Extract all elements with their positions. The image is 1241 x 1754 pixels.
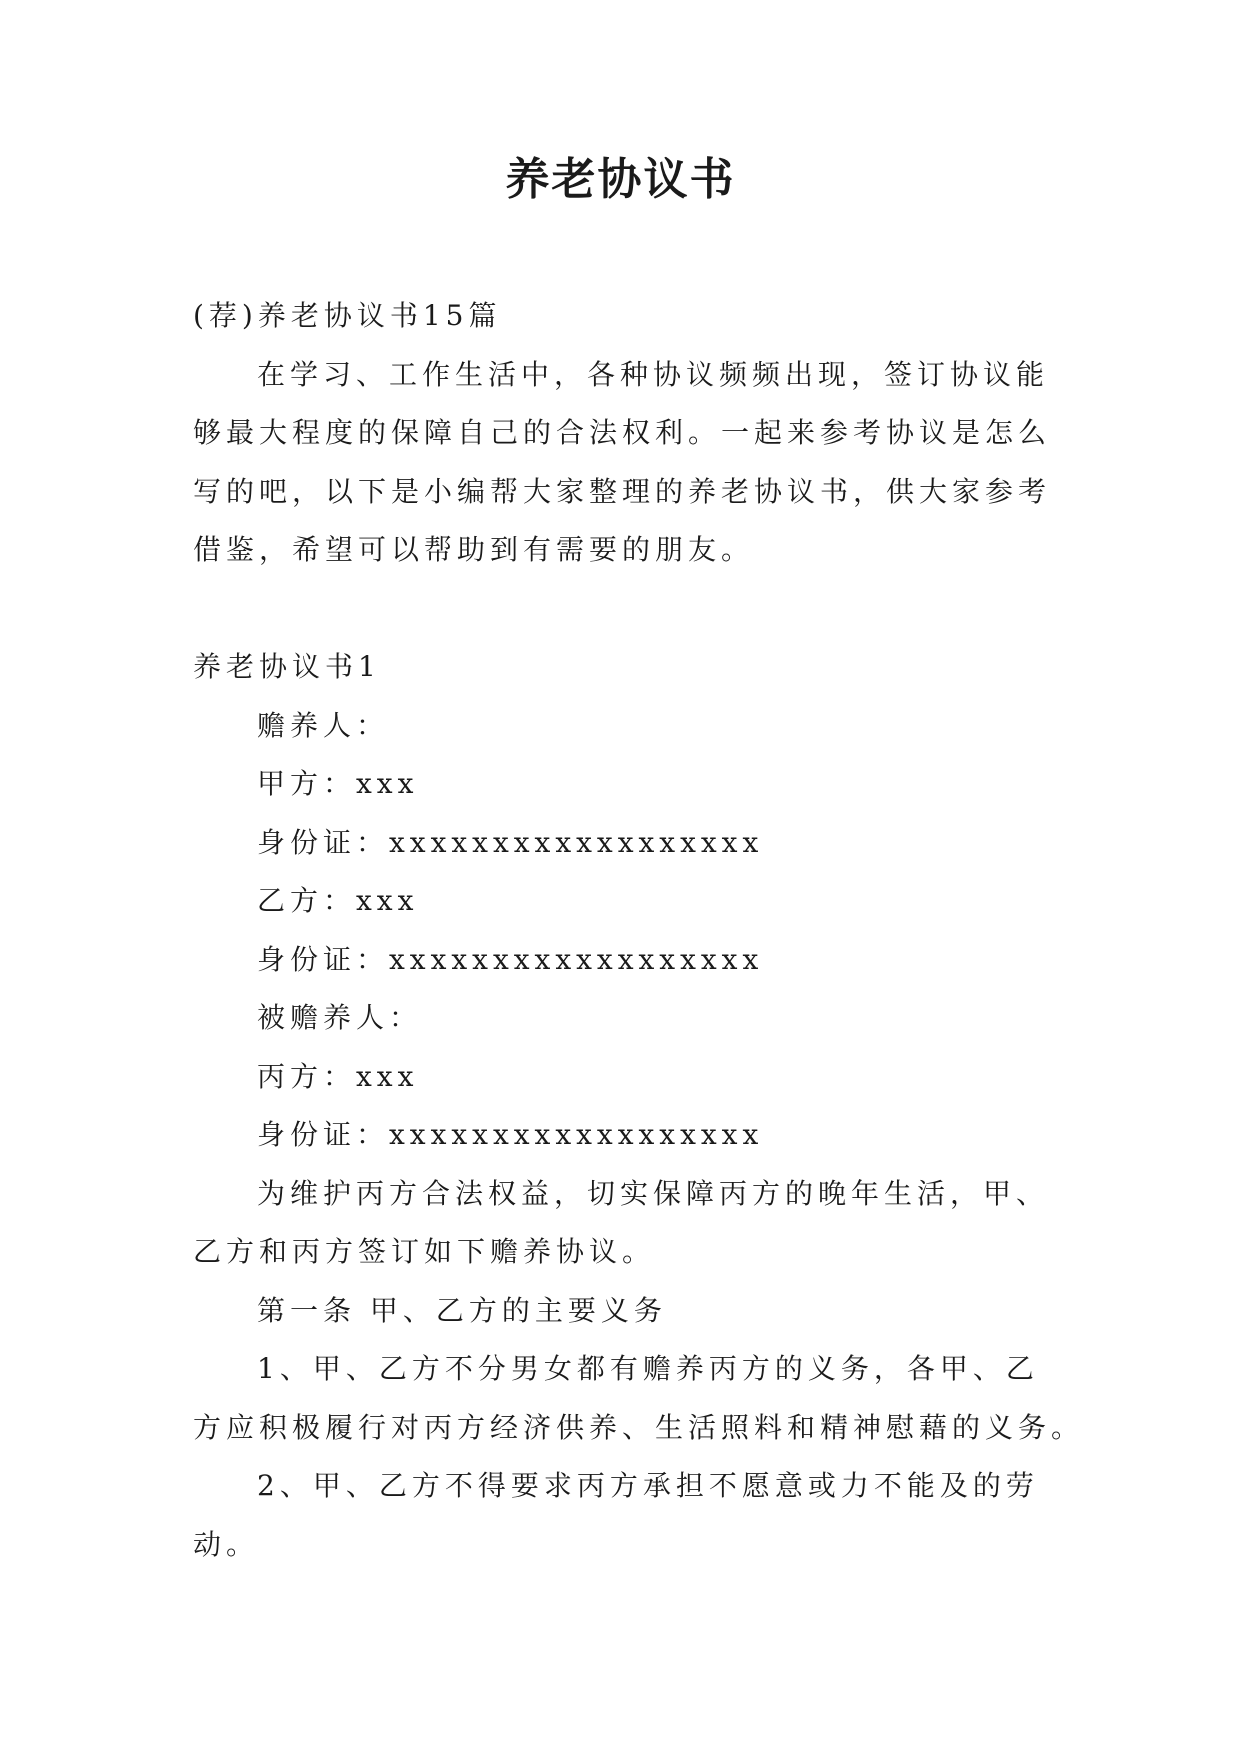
party-line: 被赡养人： (257, 1001, 423, 1034)
party-line: 丙方：xxx (257, 1059, 419, 1093)
party-line: 乙方：xxx (257, 884, 419, 917)
document-title: 养老协议书 (505, 154, 736, 205)
article-heading: 第一条 甲、乙方的主要义务 (257, 1293, 667, 1327)
party-line: 赡养人： (257, 708, 390, 742)
document-body (193, 287, 1085, 1574)
party-line: 身份证：xxxxxxxxxxxxxxxxxx (257, 825, 764, 859)
clause-line: 动。 (193, 1527, 260, 1561)
paragraph-gap (193, 580, 1053, 639)
party-line: 身份证：xxxxxxxxxxxxxxxxxx (257, 942, 764, 976)
party-line: 甲方：xxx (257, 767, 419, 800)
document-subtitle: (荐)养老协议书15篇 (193, 299, 502, 332)
clause-line: 2、甲、乙方不得要求丙方承担不愿意或力不能及的劳 (257, 1469, 1039, 1502)
intro-line: 在学习、工作生活中，各种协议频频出现，签订协议能 (257, 357, 1050, 391)
clause-line: 1、甲、乙方不分男女都有赡养丙方的义务，各甲、乙 (257, 1352, 1039, 1385)
intro-line: 够最大程度的保障自己的合法权利。一起来参考协议是怎么 (193, 416, 1052, 449)
party-line: 身份证：xxxxxxxxxxxxxxxxxx (257, 1118, 764, 1151)
section-heading: 养老协议书1 (193, 650, 381, 683)
purpose-line: 乙方和丙方签订如下赡养协议。 (193, 1235, 656, 1268)
intro-line: 写的吧，以下是小编帮大家整理的养老协议书，供大家参考 (193, 474, 1052, 508)
purpose-line: 为维护丙方合法权益，切实保障丙方的晚年生活，甲、 (257, 1176, 1050, 1210)
intro-line: 借鉴，希望可以帮助到有需要的朋友。 (193, 533, 755, 566)
clause-line: 方应积极履行对丙方经济供养、生活照料和精神慰藉的义务。 (193, 1410, 1085, 1444)
